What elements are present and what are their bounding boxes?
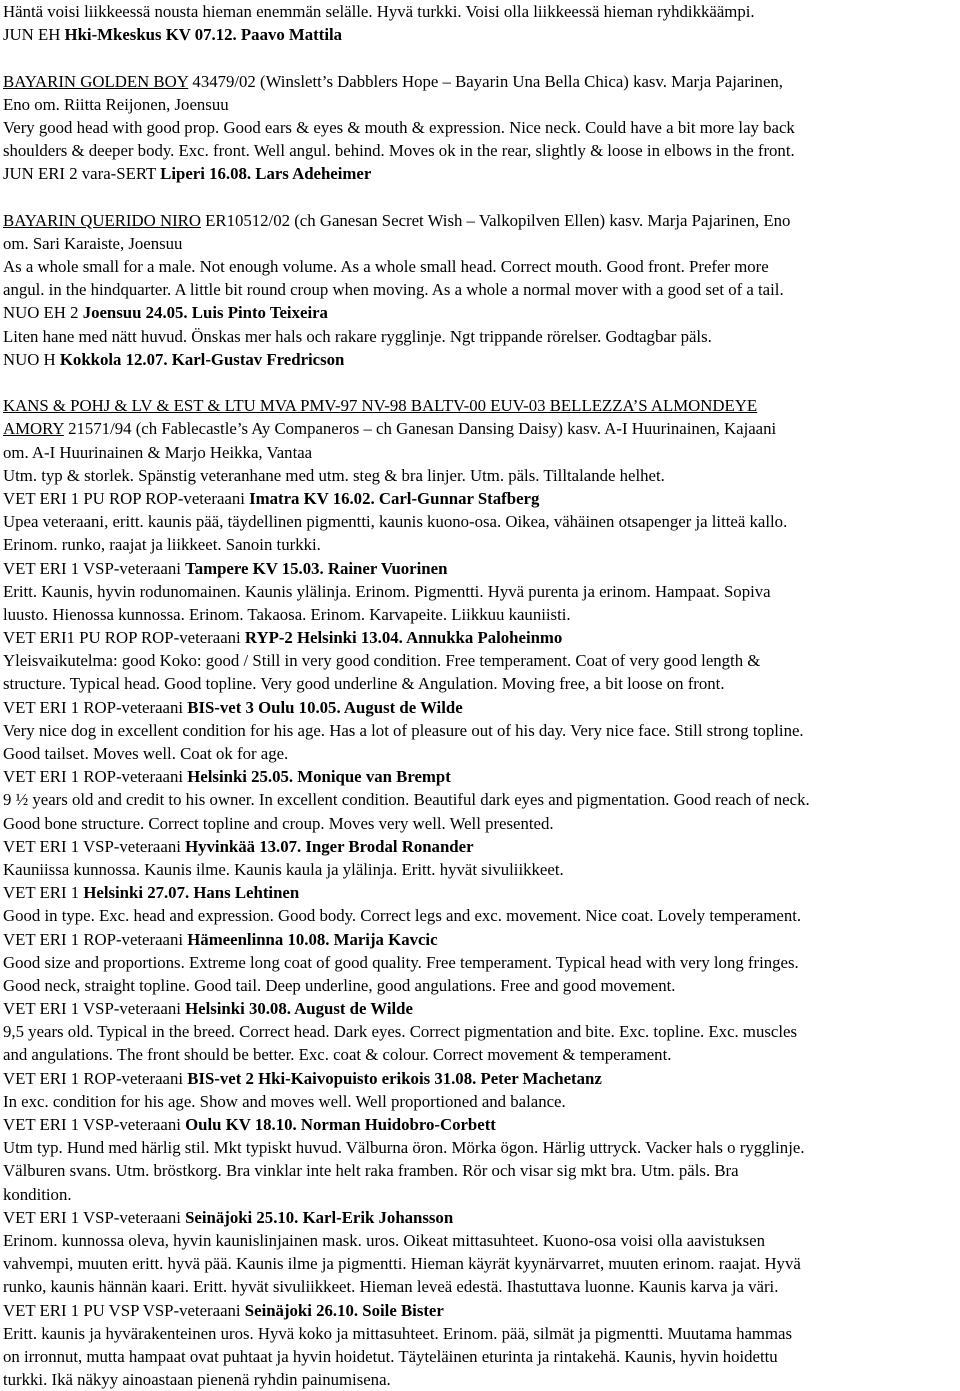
show-info: Hki-Mkeskus KV 07.12. Paavo Mattila xyxy=(64,25,343,45)
text-line xyxy=(3,70,960,93)
text-segment: VET ERI1 PU ROP ROP-veteraani xyxy=(3,628,245,648)
text-segment: VET ERI 1 ROP-veteraani xyxy=(3,1068,188,1088)
text-segment: luusto. Hienossa kunnossa. Erinom. Takaosa. Erinom. Karvapeite. Liikkuu kauniisti. xyxy=(3,604,571,624)
text-segment: Eritt. Kaunis, hyvin rodunomainen. Kaunis ylälinja. Erinom. Pigmentti. Hyvä purenta ja erinom. Hampaat. Sopiva xyxy=(3,581,771,601)
text-line xyxy=(3,1252,960,1275)
text-line xyxy=(3,116,960,139)
show-info: RYP-2 Helsinki 13.04. Annukka Paloheinmo xyxy=(244,628,563,648)
text-line xyxy=(3,1275,960,1298)
text-line xyxy=(3,1043,960,1066)
text-segment: vahvempi, muuten eritt. hyvä pää. Kaunis ilme ja pigmentti. Hieman käyrät kyynärvarret, muuten erinom. raajat. Hyvä xyxy=(3,1254,801,1274)
dog-name: AMORY xyxy=(3,419,64,439)
text-line xyxy=(3,1090,960,1113)
text-segment: 21571/94 (ch Fablecastle’s Ay Companeros – ch Ganesan Dansing Daisy) kasv. A-I Huurinainen, Kajaani xyxy=(63,419,777,439)
text-segment: Good size and proportions. Extreme long coat of good quality. Free temperament. Typical head with very long fringes. xyxy=(3,952,799,972)
show-info: Helsinki 25.05. Monique van Brempt xyxy=(187,767,451,787)
text-line xyxy=(3,904,960,927)
text-line xyxy=(3,1136,960,1159)
show-info: Seinäjoki 26.10. Soile Bister xyxy=(244,1300,444,1320)
text-segment: VET ERI 1 ROP-veteraani xyxy=(3,929,188,949)
text-line xyxy=(3,742,960,765)
text-line xyxy=(3,209,960,232)
text-line xyxy=(3,1159,960,1182)
text-line xyxy=(3,1299,960,1322)
text-line xyxy=(3,649,960,672)
text-segment: structure. Typical head. Good topline. Very good underline & Angulation. Moving free, a bit loose on front. xyxy=(3,674,725,694)
text-segment: on irronnut, mutta hampaat ovat puhtaat ja hyvin hoidetut. Täyteläinen eturinta ja rintakehä. Kaunis, hyvin hoidettu xyxy=(3,1346,778,1366)
text-segment: Upea veteraani, eritt. kaunis pää, täydellinen pigmentti, kaunis kuono-osa. Oikea, vähäinen otsapenger ja litteä kallo. xyxy=(3,512,788,532)
text-segment: Good neck, straight topline. Good tail. Deep underline, good angulations. Free and good movement. xyxy=(3,975,676,995)
text-line xyxy=(3,1229,960,1252)
text-segment: JUN EH xyxy=(3,25,65,45)
text-segment: VET ERI 1 PU ROP ROP-veteraani xyxy=(3,488,250,508)
text-segment: VET ERI 1 VSP-veteraani xyxy=(3,836,186,856)
text-line xyxy=(3,603,960,626)
text-segment: JUN ERI 2 vara-SERT xyxy=(3,164,161,184)
text-line xyxy=(3,1113,960,1136)
text-line xyxy=(3,696,960,719)
text-line xyxy=(3,23,960,46)
text-segment: VET ERI 1 ROP-veteraani xyxy=(3,767,188,787)
text-line xyxy=(3,510,960,533)
text-line xyxy=(3,928,960,951)
text-segment: Very nice dog in excellent condition for his age. Has a lot of pleasure out of his day. Very nice face. Still strong topline. xyxy=(3,720,804,740)
text-line xyxy=(3,139,960,162)
text-line xyxy=(3,417,960,440)
show-info: Liperi 16.08. Lars Adeheimer xyxy=(160,164,372,184)
text-line xyxy=(3,951,960,974)
show-info: Helsinki 30.08. August de Wilde xyxy=(185,999,413,1019)
text-segment: Utm typ. Hund med härlig stil. Mkt typiskt huvud. Välburna öron. Mörka ögon. Härlig uttryck. Vacker hals o rygglinje. xyxy=(3,1138,805,1158)
text-line xyxy=(3,533,960,556)
text-line xyxy=(3,835,960,858)
text-segment: VET ERI 1 VSP-veteraani xyxy=(3,1115,186,1134)
text-line xyxy=(3,232,960,255)
text-line xyxy=(3,441,960,464)
text-segment: 9,5 years old. Typical in the breed. Correct head. Dark eyes. Correct pigmentation and bite. Exc. topline. Exc. muscles xyxy=(3,1022,797,1042)
entry-block xyxy=(3,0,960,46)
show-info: Hyvinkää 13.07. Inger Brodal Ronander xyxy=(185,836,474,856)
show-info: Tampere KV 15.03. Rainer Vuorinen xyxy=(185,558,448,578)
text-segment: ER10512/02 (ch Ganesan Secret Wish – Valkopilven Ellen) kasv. Marja Pajarinen, Eno xyxy=(200,210,791,230)
paragraph-gap xyxy=(3,46,960,69)
text-line xyxy=(3,394,960,417)
text-line xyxy=(3,672,960,695)
text-line xyxy=(3,765,960,788)
show-info: Oulu KV 18.10. Norman Huidobro-Corbett xyxy=(185,1115,496,1134)
text-line xyxy=(3,858,960,881)
dog-name: KANS & POHJ & LV & EST & LTU MVA PMV-97 NV-98 BALTV-00 EUV-03 BELLEZZA’S ALMONDEYE xyxy=(3,396,758,416)
text-line xyxy=(3,1183,960,1206)
text-segment: NUO H xyxy=(3,349,60,369)
text-segment: Välburen svans. Utm. bröstkorg. Bra vinklar inte helt raka framben. Rör och visar sig mkt bra. Utm. päls. Bra xyxy=(3,1161,739,1181)
show-info: BIS-vet 2 Hki-Kaivopuisto erikois 31.08. Peter Machetanz xyxy=(187,1068,602,1088)
text-segment: In exc. condition for his age. Show and moves well. Well proportioned and balance. xyxy=(3,1091,566,1111)
text-segment: VET ERI 1 xyxy=(3,883,84,903)
text-segment: Very good head with good prop. Good ears & eyes & mouth & expression. Nice neck. Could have a bit more lay back xyxy=(3,117,795,137)
text-line xyxy=(3,1206,960,1229)
text-segment: As a whole small for a male. Not enough volume. As a whole small head. Correct mouth. Good front. Prefer more xyxy=(3,257,769,277)
show-info: Helsinki 27.07. Hans Lehtinen xyxy=(83,883,300,903)
text-line xyxy=(3,1345,960,1368)
paragraph-gap xyxy=(3,371,960,394)
text-segment: om. Sari Karaiste, Joensuu xyxy=(3,233,183,253)
text-line xyxy=(3,812,960,835)
text-segment: VET ERI 1 VSP-veteraani xyxy=(3,999,186,1019)
text-line xyxy=(3,974,960,997)
text-segment: angul. in the hindquarter. A little bit round croup when moving. As a whole a normal mover with a good set of a tail. xyxy=(3,280,784,300)
text-line xyxy=(3,348,960,371)
text-line xyxy=(3,162,960,185)
show-info: Joensuu 24.05. Luis Pinto Teixeira xyxy=(82,303,328,323)
text-line xyxy=(3,464,960,487)
text-segment: 43479/02 (Winslett’s Dabblers Hope – Bayarin Una Bella Chica) kasv. Marja Pajarinen, xyxy=(188,71,783,91)
text-segment: Eno om. Riitta Reijonen, Joensuu xyxy=(3,94,229,114)
text-line xyxy=(3,93,960,116)
text-line xyxy=(3,580,960,603)
text-line xyxy=(3,557,960,580)
text-line xyxy=(3,325,960,348)
text-segment: NUO EH 2 xyxy=(3,303,83,323)
text-segment: VET ERI 1 VSP-veteraani xyxy=(3,558,186,578)
text-segment: Erinom. kunnossa oleva, hyvin kaunislinjainen mask. uros. Oikeat mittasuhteet. Kuono-osa voisi olla aavistuksen xyxy=(3,1230,766,1250)
show-info: BIS-vet 3 Oulu 10.05. August de Wilde xyxy=(187,697,463,717)
text-segment: Liten hane med nätt huvud. Önskas mer hals och rakare rygglinje. Ngt trippande rörelser. Godtagbar päls. xyxy=(3,326,712,346)
show-info: Imatra KV 16.02. Carl-Gunnar Stafberg xyxy=(249,488,540,508)
text-line xyxy=(3,1322,960,1345)
text-line xyxy=(3,1020,960,1043)
text-line xyxy=(3,301,960,324)
text-segment: Erinom. runko, raajat ja liikkeet. Sanoin turkki. xyxy=(3,535,321,555)
text-segment: Eritt. kaunis ja hyvärakenteinen uros. Hyvä koko ja mittasuhteet. Erinom. pää, silmät ja pigmentti. Muutama hammas xyxy=(3,1323,792,1343)
show-info: Kokkola 12.07. Karl-Gustav Fredricson xyxy=(59,349,345,369)
text-segment: Utm. typ & storlek. Spänstig veteranhane med utm. steg & bra linjer. Utm. päls. Tilltalande helhet. xyxy=(3,465,665,485)
text-line xyxy=(3,255,960,278)
entry-block xyxy=(3,209,960,371)
text-line xyxy=(3,1368,960,1391)
text-segment: Häntä voisi liikkeessä nousta hieman enemmän selälle. Hyvä turkki. Voisi olla liikkeessä hieman ryhdikkäämpi. xyxy=(3,2,755,21)
show-info: Hämeenlinna 10.08. Marija Kavcic xyxy=(187,929,438,949)
text-segment: om. A-I Huurinainen & Marjo Heikka, Vantaa xyxy=(3,442,313,462)
text-segment: Kauniissa kunnossa. Kaunis ilme. Kaunis kaula ja ylälinja. Eritt. hyvät sivuliikkeet. xyxy=(3,859,564,879)
text-segment: kondition. xyxy=(3,1184,72,1204)
dog-name: BAYARIN GOLDEN BOY xyxy=(3,71,189,91)
text-line xyxy=(3,0,960,23)
text-line xyxy=(3,1067,960,1090)
text-segment: 9 ½ years old and credit to his owner. In excellent condition. Beautiful dark eyes and pigmentation. Good reach of neck. xyxy=(3,790,810,810)
text-segment: Yleisvaikutelma: good Koko: good / Still in very good condition. Free temperament. Coat of very good length & xyxy=(3,651,761,671)
show-info: Seinäjoki 25.10. Karl-Erik Johansson xyxy=(185,1207,454,1227)
text-line xyxy=(3,487,960,510)
text-line xyxy=(3,881,960,904)
entry-block xyxy=(3,70,960,186)
paragraph-gap xyxy=(3,186,960,209)
text-line xyxy=(3,626,960,649)
text-segment: shoulders & deeper body. Exc. front. Well angul. behind. Moves ok in the rear, slightly & loose in elbows in the front. xyxy=(3,141,795,161)
text-segment: VET ERI 1 ROP-veteraani xyxy=(3,697,188,717)
dog-name: BAYARIN QUERIDO NIRO xyxy=(3,210,201,230)
text-segment: Good bone structure. Correct topline and croup. Moves very well. Well presented. xyxy=(3,813,554,833)
text-segment: VET ERI 1 PU VSP VSP-veteraani xyxy=(3,1300,245,1320)
text-line xyxy=(3,719,960,742)
text-line xyxy=(3,278,960,301)
text-segment: and angulations. The front should be better. Exc. coat & colour. Correct movement & temperament. xyxy=(3,1045,672,1065)
text-line xyxy=(3,788,960,811)
text-segment: Good in type. Exc. head and expression. Good body. Correct legs and exc. movement. Nice coat. Lovely temperament. xyxy=(3,906,802,926)
text-segment: VET ERI 1 VSP-veteraani xyxy=(3,1207,186,1227)
text-line xyxy=(3,997,960,1020)
text-segment: Good tailset. Moves well. Coat ok for age. xyxy=(3,744,289,763)
entry-block xyxy=(3,394,960,1391)
text-segment: runko, kaunis hännän kaari. Eritt. hyvät sivuliikkeet. Hieman leveä edestä. Ihastuttava luonne. Kaunis karva ja väri. xyxy=(3,1277,779,1297)
text-segment: turkki. Ikä näkyy ainoastaan pienenä ryhdin painumisena. xyxy=(3,1370,391,1390)
